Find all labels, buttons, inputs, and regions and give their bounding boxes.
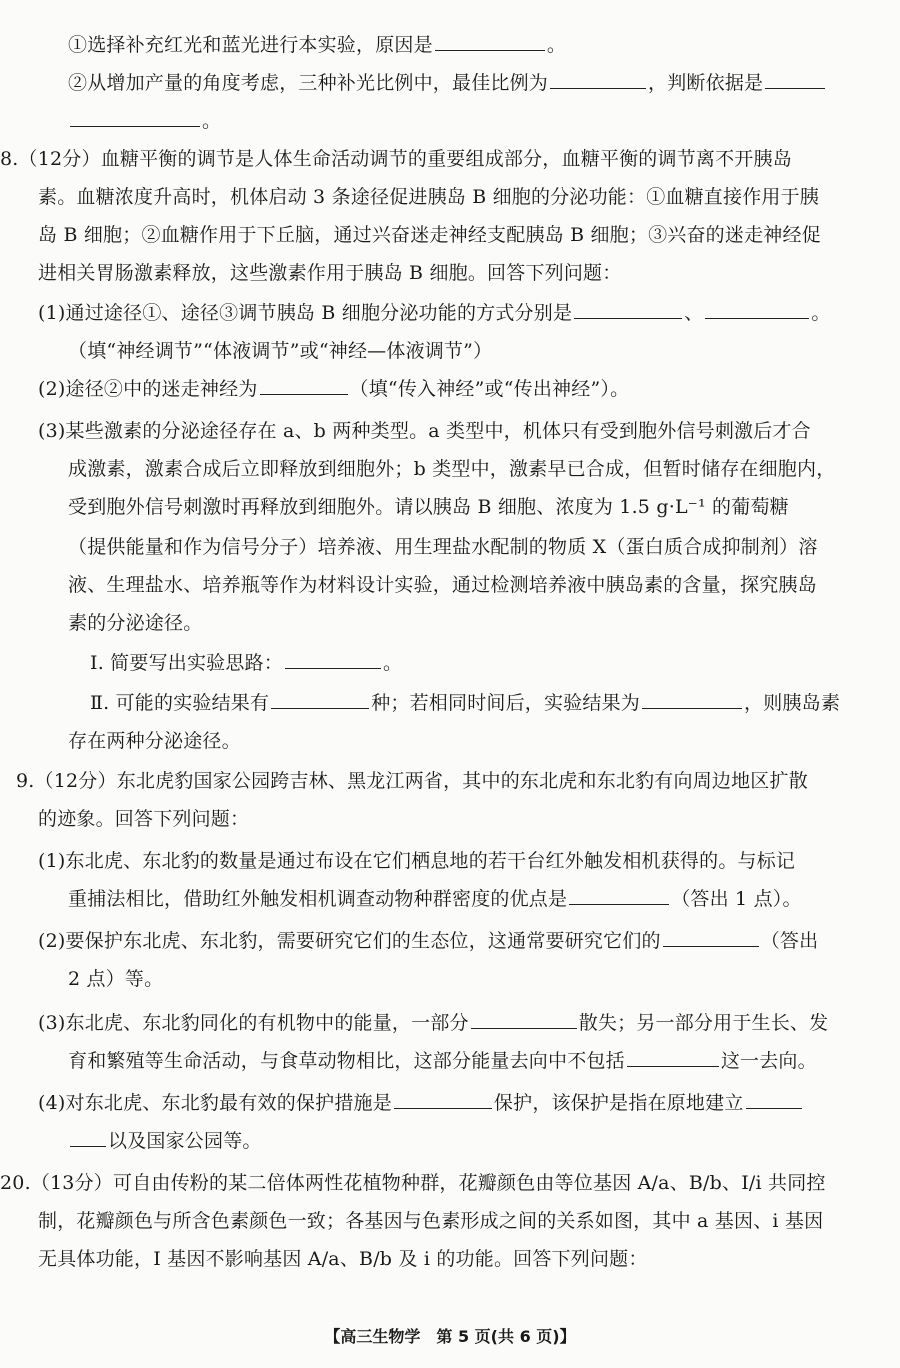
- answer-blank[interactable]: [627, 1048, 719, 1067]
- answer-blank[interactable]: [746, 1090, 802, 1109]
- q19-part-2-line-1: (2)要保护东北虎、东北豹，需要研究它们的生态位，这通常要研究它们的 （答出: [38, 930, 819, 952]
- answer-blank[interactable]: [70, 1128, 106, 1147]
- answer-blank[interactable]: [471, 1010, 577, 1029]
- q19-part-4-line-1: (4)对东北虎、东北豹最有效的保护措施是 保护，该保护是指在原地建立: [38, 1090, 804, 1116]
- q18-sub-1: Ⅰ. 简要写出实验思路： 。: [90, 652, 403, 674]
- q18-sub-2: Ⅱ. 可能的实验结果有 种；若相同时间后，实验结果为 ，则胰岛素: [90, 692, 841, 714]
- q19-part-4-line-2: 以及国家公园等。: [68, 1128, 262, 1154]
- answer-blank[interactable]: [765, 70, 825, 89]
- q19-part-1-line-2: 重捕法相比，借助红外触发相机调查动物种群密度的优点是 （答出 1 点）。: [68, 888, 802, 910]
- q18-part-3-line-5: 液、生理盐水、培养瓶等作为材料设计实验，通过检测培养液中胰岛素的含量，探究胰岛: [68, 574, 817, 596]
- answer-blank[interactable]: [394, 1090, 492, 1109]
- answer-blank[interactable]: [569, 886, 669, 905]
- answer-blank[interactable]: [435, 32, 545, 51]
- q20-stem-2: 制，花瓣颜色与所含色素颜色一致；各基因与色素形成之间的关系如图，其中 a 基因、i 基因: [38, 1210, 824, 1232]
- q18-stem-1: 8.（12分）血糖平衡的调节是人体生命活动调节的重要组成部分，血糖平衡的调节离不开胰岛: [0, 148, 792, 170]
- page-footer: 【高三生物学 第 5 页(共 6 页)】: [324, 1327, 576, 1346]
- answer-blank[interactable]: [260, 376, 348, 395]
- answer-blank[interactable]: [550, 70, 646, 89]
- q17-line-3: 。: [68, 108, 221, 134]
- q18-part-3-line-6: 素的分泌途径。: [68, 612, 203, 634]
- q18-stem-4: 进相关胃肠激素释放，这些激素作用于胰岛 B 细胞。回答下列问题：: [38, 262, 622, 284]
- answer-blank[interactable]: [70, 108, 200, 127]
- answer-blank[interactable]: [285, 650, 381, 669]
- q18-part-2: (2)途径②中的迷走神经为 （填“传入神经”或“传出神经”）。: [38, 378, 630, 400]
- q18-stem-3: 岛 B 细胞；②血糖作用于下丘脑，通过兴奋迷走神经支配胰岛 B 细胞；③兴奋的迷走神经促: [38, 224, 821, 246]
- answer-blank[interactable]: [705, 300, 809, 319]
- q17-line-2: ②从增加产量的角度考虑，三种补光比例中，最佳比例为 ，判断依据是: [68, 70, 827, 96]
- q19-part-2-line-2: 2 点）等。: [68, 968, 164, 990]
- q20-stem-3: 无具体功能，I 基因不影响基因 A/a、B/b 及 i 的功能。回答下列问题：: [38, 1248, 648, 1270]
- q17-line-1: ①选择补充红光和蓝光进行本实验，原因是 。: [68, 34, 567, 56]
- q18-stem-2: 素。血糖浓度升高时，机体启动 3 条途径促进胰岛 B 细胞的分泌功能：①血糖直接作用于胰: [38, 186, 820, 208]
- q20-stem-1: 20.（13分）可自由传粉的某二倍体两性花植物种群，花瓣颜色由等位基因 A/a、B/b、I/i 共同控: [0, 1172, 826, 1194]
- answer-blank[interactable]: [663, 928, 759, 947]
- q19-part-3-line-1: (3)东北虎、东北豹同化的有机物中的能量，一部分 散失；另一部分用于生长、发: [38, 1012, 829, 1034]
- q19-stem-1: 9.（12分）东北虎豹国家公园跨吉林、黑龙江两省，其中的东北虎和东北豹有向周边地区扩散: [16, 770, 808, 792]
- q19-stem-2: 的迹象。回答下列问题：: [38, 808, 250, 830]
- q19-part-3-line-2: 育和繁殖等生命活动，与食草动物相比，这部分能量去向中不包括 这一去向。: [68, 1050, 817, 1072]
- answer-blank[interactable]: [271, 690, 369, 709]
- q19-part-1-line-1: (1)东北虎、东北豹的数量是通过布设在它们栖息地的若干台红外触发相机获得的。与标记: [38, 850, 796, 872]
- q18-part-3-line-1: (3)某些激素的分泌途径存在 a、b 两种类型。a 类型中，机体只有受到胞外信号刺激后才合: [38, 420, 811, 442]
- q18-part-1-hint: （填“神经调节”“体液调节”或“神经—体液调节”）: [68, 340, 493, 362]
- answer-blank[interactable]: [642, 690, 742, 709]
- q18-part-1: (1)通过途径①、途径③调节胰岛 B 细胞分泌功能的方式分别是 、 。: [38, 302, 831, 324]
- q18-sub-2-cont: 存在两种分泌途径。: [68, 730, 241, 752]
- q18-part-3-line-4: （提供能量和作为信号分子）培养液、用生理盐水配制的物质 X（蛋白质合成抑制剂）溶: [68, 536, 818, 558]
- q18-part-3-line-2: 成激素，激素合成后立即释放到细胞外；b 类型中，激素早已合成，但暂时储存在细胞内，: [68, 458, 836, 480]
- answer-blank[interactable]: [574, 300, 682, 319]
- q18-part-3-line-3: 受到胞外信号刺激时再释放到细胞外。请以胰岛 B 细胞、浓度为 1.5 g·L⁻¹ 的葡萄糖: [68, 496, 789, 518]
